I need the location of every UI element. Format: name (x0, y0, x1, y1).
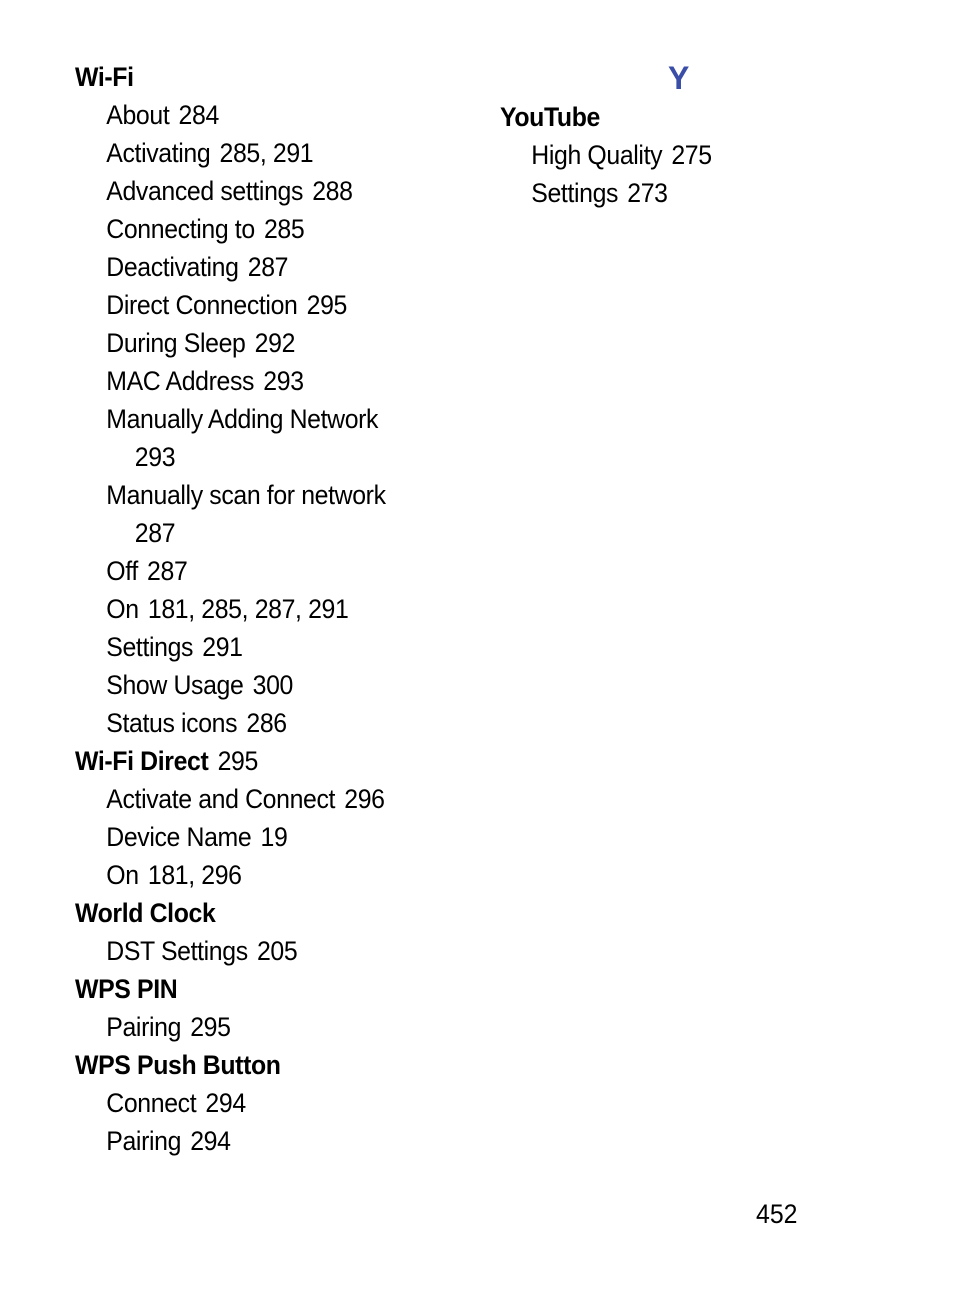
index-subentry (75, 476, 425, 514)
page-reference[interactable]: 295 (217, 746, 258, 776)
term-text: WPS Push Button (75, 1050, 281, 1080)
page-reference[interactable]: 275 (671, 140, 712, 170)
index-subentry (75, 704, 425, 742)
index-subentry (75, 628, 425, 666)
index-term (75, 894, 425, 932)
index-term (75, 58, 425, 96)
subentry-text: Activate and Connect (106, 784, 336, 814)
subentry-text: Manually scan for network (106, 480, 386, 510)
page-reference[interactable]: 291 (202, 632, 243, 662)
index-continuation (75, 438, 425, 476)
page-reference[interactable]: 288 (312, 176, 353, 206)
subentry-text: Pairing (106, 1012, 182, 1042)
subentry-text: Device Name (106, 822, 252, 852)
page-reference[interactable]: 287 (247, 252, 289, 282)
subentry-text: Activating (106, 138, 211, 168)
subentry-text: Show Usage (106, 670, 244, 700)
page-reference[interactable]: 287 (147, 556, 188, 586)
page-reference[interactable]: 293 (134, 442, 176, 472)
term-text: WPS PIN (75, 974, 178, 1004)
page-reference[interactable]: 287 (134, 518, 176, 548)
subentry-text: DST Settings (106, 936, 248, 966)
index-continuation (75, 514, 425, 552)
page-reference[interactable]: 295 (306, 290, 348, 320)
subentry-text: Deactivating (106, 252, 239, 282)
page-reference[interactable]: 284 (178, 100, 219, 130)
subentry-text: Pairing (106, 1126, 182, 1156)
subentry-text: Connect (106, 1088, 197, 1118)
index-subentry (75, 400, 425, 438)
index-subentry (75, 932, 425, 970)
term-text: YouTube (500, 102, 600, 132)
subentry-text: On (106, 860, 139, 890)
subentry-text: Settings (531, 178, 619, 208)
subentry-text: Off (106, 556, 138, 586)
page-reference[interactable]: 286 (246, 708, 287, 738)
index-subentry (75, 248, 425, 286)
page-reference[interactable]: 292 (254, 328, 296, 358)
index-left-column (75, 58, 455, 1160)
subentry-text: Advanced settings (106, 176, 304, 206)
index-term (500, 98, 850, 136)
subentry-text: On (106, 594, 139, 624)
index-subentry (75, 1084, 425, 1122)
page-reference[interactable]: 285 (263, 214, 305, 244)
page-reference[interactable]: 294 (205, 1088, 246, 1118)
index-subentry (75, 362, 425, 400)
page-reference[interactable]: 295 (190, 1012, 231, 1042)
page-reference[interactable]: 300 (252, 670, 293, 700)
subentry-text: Status icons (106, 708, 238, 738)
index-term (75, 1046, 425, 1084)
index-subentry (75, 134, 425, 172)
term-text: Wi-Fi (75, 62, 134, 92)
index-subentry (75, 590, 425, 628)
subentry-text: Settings (106, 632, 194, 662)
index-subentry (75, 552, 425, 590)
page-reference[interactable]: 293 (263, 366, 304, 396)
subentry-text: High Quality (531, 140, 663, 170)
index-subentry (75, 210, 425, 248)
index-term (75, 970, 425, 1008)
index-right-column (500, 58, 880, 212)
subentry-text: Manually Adding Network (106, 404, 379, 434)
page-reference[interactable]: 205 (256, 936, 298, 966)
index-subentry (500, 174, 850, 212)
subentry-text: Connecting to (106, 214, 255, 244)
section-letter-heading: Y (668, 60, 690, 96)
subentry-text: During Sleep (106, 328, 246, 358)
index-subentry (75, 96, 425, 134)
page-reference[interactable]: 296 (344, 784, 385, 814)
subentry-text: MAC Address (106, 366, 255, 396)
term-text: Wi-Fi Direct (75, 746, 209, 776)
subentry-text: About (106, 100, 170, 130)
index-subentry (75, 1122, 425, 1160)
index-subentry (75, 856, 425, 894)
index-subentry (75, 780, 425, 818)
index-subentry (75, 172, 425, 210)
page-reference[interactable]: 181, 285, 287, 291 (147, 594, 349, 624)
page-number: 452 (756, 1199, 798, 1229)
index-subentry (75, 666, 425, 704)
index-subentry (500, 136, 850, 174)
index-term (75, 742, 425, 780)
index-subentry (75, 324, 425, 362)
subentry-text: Direct Connection (106, 290, 298, 320)
page-reference[interactable]: 181, 296 (147, 860, 242, 890)
index-subentry (75, 818, 425, 856)
index-subentry (75, 286, 425, 324)
page-reference[interactable]: 273 (627, 178, 668, 208)
page-reference[interactable]: 294 (190, 1126, 231, 1156)
index-subentry (75, 1008, 425, 1046)
page-reference[interactable]: 19 (260, 822, 288, 852)
page-reference[interactable]: 285, 291 (219, 138, 314, 168)
term-text: World Clock (75, 898, 216, 928)
